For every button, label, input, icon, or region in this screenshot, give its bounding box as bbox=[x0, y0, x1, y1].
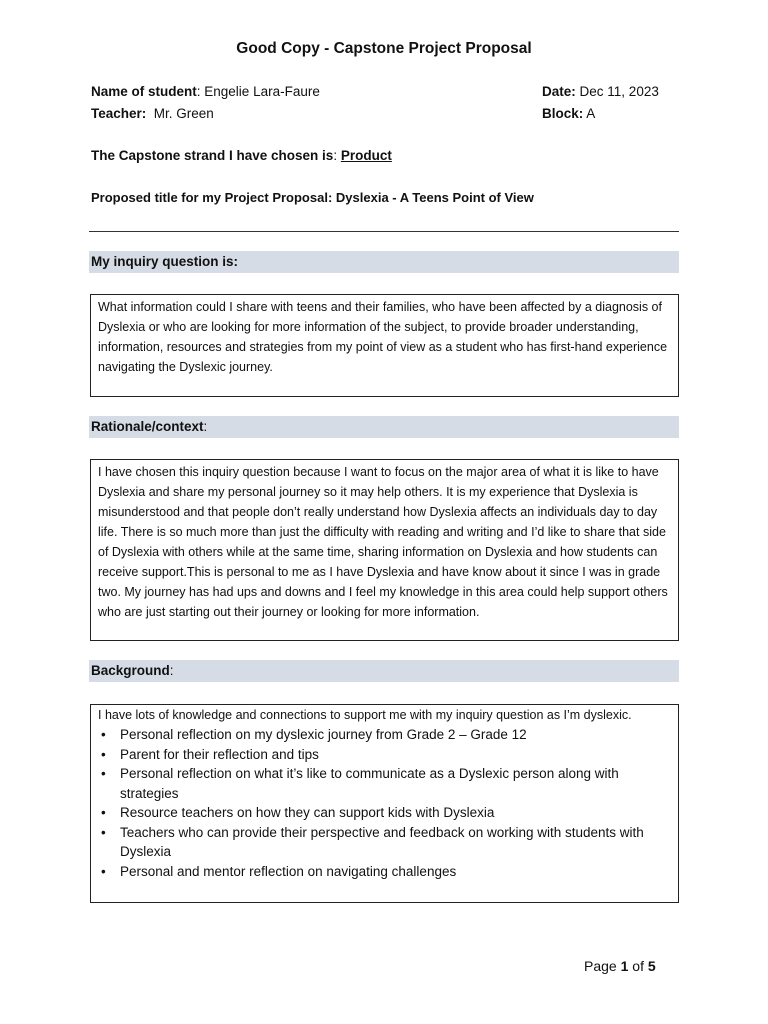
list-item: • Personal reflection on what it’s like to communicate as a Dyslexic person along with strategies bbox=[98, 764, 671, 803]
date-value: Dec 11, 2023 bbox=[579, 84, 659, 99]
background-list bbox=[98, 725, 671, 881]
list-item: • Teachers who can provide their perspective and feedback on working with students with Dyslexia bbox=[98, 823, 671, 862]
list-item: • Parent for their reflection and tips bbox=[98, 745, 671, 765]
block-line bbox=[542, 103, 595, 125]
background-heading-text: Background bbox=[91, 663, 170, 678]
rationale-heading-text: Rationale/context bbox=[91, 419, 204, 434]
rationale-heading: Rationale/context: bbox=[89, 416, 679, 438]
page-total: 5 bbox=[647, 958, 656, 974]
strand-value: Product bbox=[340, 148, 392, 163]
divider-rule bbox=[89, 231, 679, 232]
page-of-word: of bbox=[632, 958, 644, 974]
page-word: Page bbox=[584, 958, 617, 974]
proposed-title-line bbox=[91, 187, 534, 209]
teacher-line bbox=[91, 103, 214, 125]
list-item: • Personal and mentor reflection on navigating challenges bbox=[98, 862, 671, 882]
strand-line: The Capstone strand I have chosen is: Product bbox=[91, 148, 392, 163]
inquiry-text: What information could I share with teens and their families, who have been affected by a diagnosis of Dyslexia or who are looking for more information of the subject, to provide broader understanding, information, resources and strategies from my point of view as a student who has first-hand experience navigating the Dyslexic journey. bbox=[98, 300, 668, 374]
rationale-text: I have chosen this inquiry question because I want to focus on the major area of what it is like to have Dyslexia and share my personal journey so it may help others. It is my experience that Dyslexia is misunderstood and that people don’t really understand how Dyslexia affects an individuals day to day life. There is so much more than just the difficulty with reading and writing and I’d like to share that side of Dyslexia with others while at the same time, sharing information on Dyslexia and how students can receive support.This is personal to me as I have Dyslexia and have know about it since I was in grade two. My journey has had ups and downs and I feel my knowledge in this area could help support others who are just starting out their journey or looking for more information. bbox=[98, 465, 668, 619]
background-intro: I have lots of knowledge and connections to support me with my inquiry question as I’m dyslexic. bbox=[98, 708, 632, 722]
page-number bbox=[584, 958, 656, 974]
block-value: A bbox=[586, 106, 596, 121]
student-name-line: Name of student: Engelie Lara-Faure bbox=[91, 84, 320, 99]
rationale-box bbox=[90, 459, 679, 641]
block-label: Block: bbox=[542, 106, 584, 121]
background-box bbox=[90, 704, 679, 903]
strand-label: The Capstone strand I have chosen is bbox=[91, 148, 334, 163]
document-title: Good Copy - Capstone Project Proposal bbox=[236, 40, 532, 57]
list-item: • Resource teachers on how they can support kids with Dyslexia bbox=[98, 803, 671, 823]
inquiry-heading: My inquiry question is: bbox=[89, 251, 679, 273]
student-name-value: Engelie Lara-Faure bbox=[204, 84, 320, 99]
proposed-title-label: Proposed title for my Project Proposal: bbox=[91, 190, 333, 205]
date-label: Date: bbox=[542, 84, 576, 99]
list-item: • Personal reflection on my dyslexic journey from Grade 2 – Grade 12 bbox=[98, 725, 671, 745]
proposed-title-value: Dyslexia - A Teens Point of View bbox=[335, 190, 534, 205]
inquiry-box bbox=[90, 294, 679, 397]
date-line bbox=[542, 81, 659, 103]
page-current: 1 bbox=[620, 958, 629, 974]
teacher-label: Teacher: bbox=[91, 106, 147, 121]
teacher-value: Mr. Green bbox=[153, 106, 214, 121]
background-heading: Background: bbox=[89, 660, 679, 682]
student-name-label: Name of student bbox=[91, 84, 197, 99]
